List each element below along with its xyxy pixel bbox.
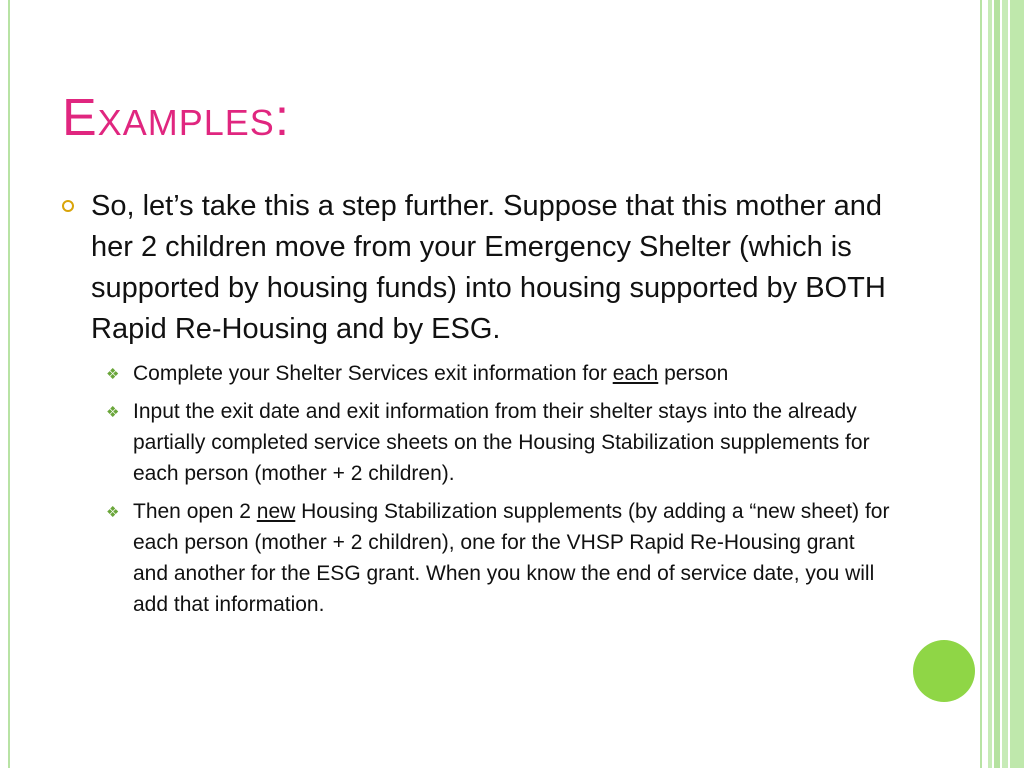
right-frame-stripes [988, 0, 1024, 768]
slide-title: Examples: [62, 89, 291, 147]
diamond-bullet-icon: ❖ [106, 504, 120, 521]
sub-item-text: Input the exit date and exit information from their shelter stays into the already partially completed service sheets on the Housing Stabilization supplements for each person (mother + 2 children). [133, 400, 870, 485]
main-bullet-text: So, let’s take this a step further. Suppose that this mother and her 2 children move from your Emergency Shelter (which is supported by housing funds) into housing supported by BOTH Rapid Re-Housing and by ESG. [91, 190, 886, 345]
sub-item-text-start: Complete your Shelter Services exit information for [133, 362, 613, 385]
slide-content [62, 186, 892, 627]
decorative-green-circle [913, 640, 975, 702]
sub-bullet-item [62, 396, 893, 489]
ring-bullet-icon [62, 200, 74, 212]
sub-bullet-item [62, 496, 893, 620]
diamond-bullet-icon: ❖ [106, 366, 120, 383]
underlined-word-each: each [612, 362, 659, 385]
sub-item-text-end: Housing Stabilization supplements (by adding a “new sheet) for each person (mother + 2 children), one for the VHSP Rapid Re-Housing grant and another for the ESG grant. When you know the end of service date, you will add that information. [133, 500, 890, 616]
sub-bullet-list [62, 358, 892, 620]
underlined-word-new: new [256, 500, 296, 523]
sub-item-text-end: person [658, 362, 729, 385]
right-frame-line [980, 0, 982, 768]
sub-item-text-start: Then open 2 [133, 500, 257, 523]
left-frame-line [8, 0, 10, 768]
sub-bullet-item [62, 358, 893, 389]
diamond-bullet-icon: ❖ [106, 404, 120, 421]
main-bullet-item [62, 186, 892, 350]
